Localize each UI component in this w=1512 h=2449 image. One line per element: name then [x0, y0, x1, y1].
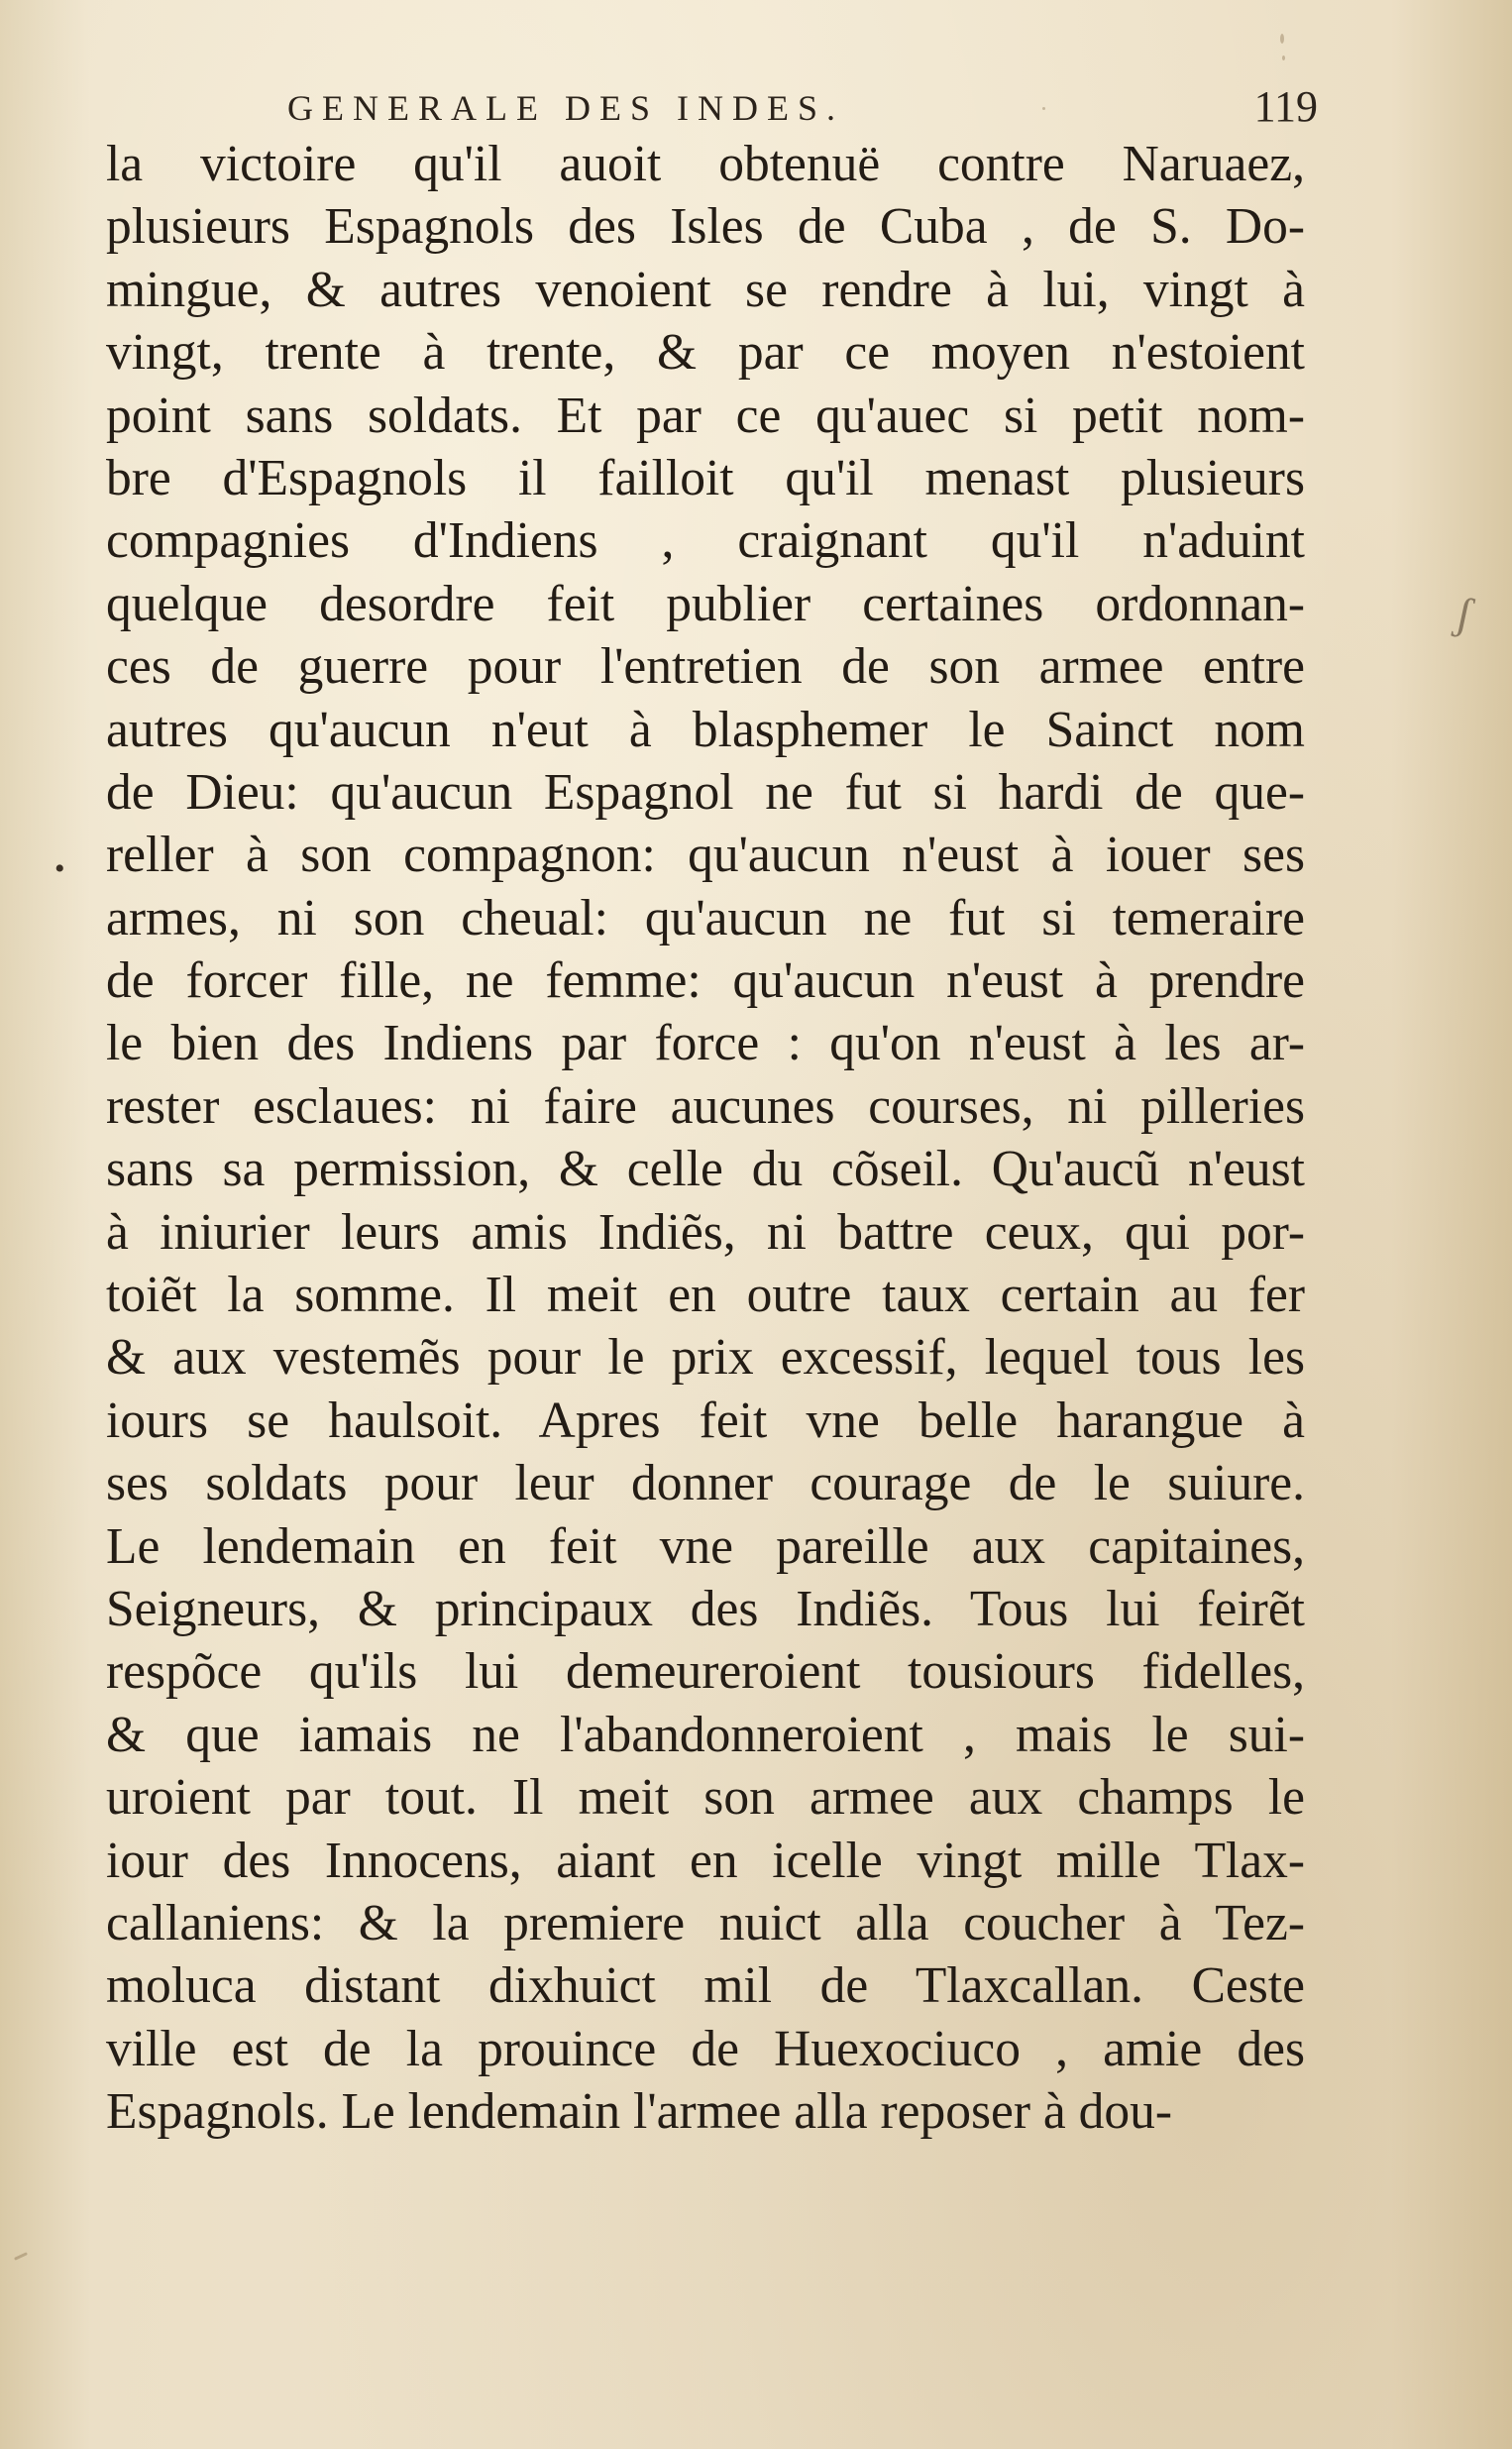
text-line: compagnies d'Indiens , craignant qu'il n'aduint [106, 512, 1305, 570]
text-line: autres qu'aucun n'eut à blasphemer le Sainct nom [106, 701, 1305, 758]
margin-dot: • [54, 852, 65, 885]
text-line: de forcer fille, ne femme: qu'aucun n'eust à prendre [106, 952, 1305, 1010]
text-line: rester esclaues: ni faire aucunes courses, ni pilleries [106, 1077, 1305, 1135]
text-line: moluca distant dixhuict mil de Tlaxcallan. Ceste [106, 1957, 1305, 2015]
text-line: & que iamais ne l'abandonneroient , mais le sui- [106, 1706, 1305, 1763]
text-line: point sans soldats. Et par ce qu'auec si petit nom- [106, 387, 1305, 444]
ink-speck [14, 2252, 28, 2261]
text-line: iour des Innocens, aiant en icelle vingt mille Tlax- [106, 1832, 1305, 1889]
text-line: respõce qu'ils lui demeureroient tousiours fidelles, [106, 1643, 1305, 1701]
text-line: à iniurier leurs amis Indiẽs, ni battre ceux, qui por- [106, 1203, 1305, 1261]
text-line: armes, ni son cheual: qu'aucun ne fut si temeraire [106, 889, 1305, 946]
ink-speck [1280, 34, 1284, 44]
text-line: Seigneurs, & principaux des Indiẽs. Tous lui feirẽt [106, 1580, 1305, 1637]
margin-stroke: ʃ [1451, 586, 1477, 640]
text-line: toiẽt la somme. Il meit en outre taux certain au fer [106, 1267, 1305, 1324]
ink-speck [1282, 56, 1285, 60]
running-title: GENERALE DES INDES. [287, 88, 844, 128]
text-line: de Dieu: qu'aucun Espagnol ne fut si hardi de que- [106, 763, 1305, 821]
text-line: & aux vestemẽs pour le prix excessif, lequel tous les [106, 1329, 1305, 1387]
text-line: la victoire qu'il auoit obtenuë contre Naruaez, [106, 136, 1305, 192]
text-line: sans sa permission, & celle du cõseil. Qu'aucũ n'eust [106, 1141, 1305, 1198]
body-text [106, 133, 1305, 2144]
text-line: plusieurs Espagnols des Isles de Cuba , de S. Do- [106, 198, 1305, 256]
text-line: bre d'Espagnols il failloit qu'il menast plusieurs [106, 449, 1305, 506]
text-line: reller à son compagnon: qu'aucun n'eust à iouer ses [106, 827, 1305, 884]
text-line: ses soldats pour leur donner courage de le suiure. [106, 1455, 1305, 1512]
page-number: 119 [1253, 82, 1318, 131]
text-line: Espagnols. Le lendemain l'armee alla reposer à dou- [106, 2083, 1173, 2141]
text-line: uroient par tout. Il meit son armee aux champs le [106, 1769, 1305, 1827]
text-line: callaniens: & la premiere nuict alla coucher à Tez- [106, 1894, 1305, 1951]
text-line: vingt, trente à trente, & par ce moyen n'estoient [106, 324, 1305, 382]
text-line: ces de guerre pour l'entretien de son armee entre [106, 638, 1305, 696]
text-line: mingue, & autres venoient se rendre à lui, vingt à [106, 261, 1305, 318]
text-line: iours se haulsoit. Apres feit vne belle harangue à [106, 1391, 1305, 1449]
text-line: le bien des Indiens par force : qu'on n'eust à les ar- [106, 1015, 1305, 1072]
text-line: Le lendemain en feit vne pareille aux capitaines, [106, 1517, 1305, 1575]
text-line: ville est de la prouince de Huexociuco , amie des [106, 2020, 1305, 2077]
text-line: quelque desordre feit publier certaines ordonnan- [106, 575, 1305, 632]
